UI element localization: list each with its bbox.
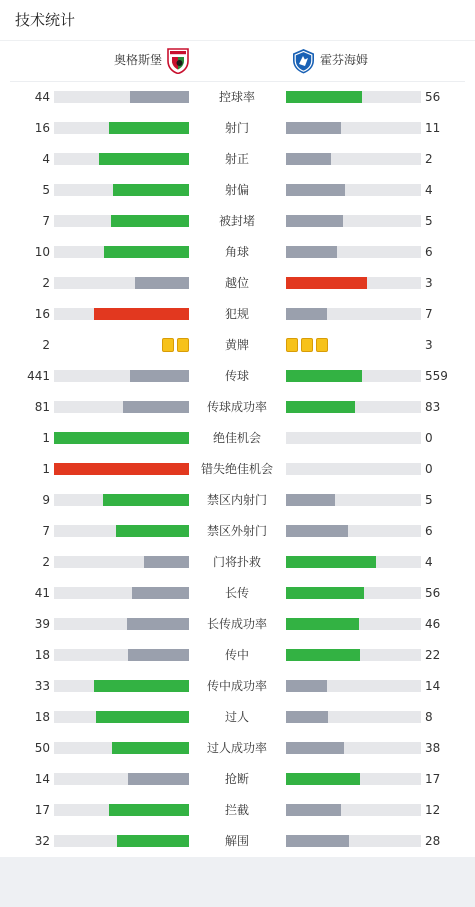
home-bar-track bbox=[54, 773, 189, 785]
home-bar-track bbox=[54, 153, 189, 165]
home-value: 1 bbox=[42, 462, 50, 476]
home-bar-fill bbox=[132, 587, 189, 599]
stat-row-dribble_success bbox=[0, 733, 475, 764]
away-bar-fill bbox=[286, 556, 376, 568]
away-value: 56 bbox=[425, 90, 441, 104]
stat-label: 解围 bbox=[224, 834, 249, 848]
home-value: 18 bbox=[34, 648, 50, 662]
stat-label: 拦截 bbox=[224, 803, 249, 817]
stat-label: 长传 bbox=[224, 586, 249, 600]
away-bar-fill bbox=[286, 494, 335, 506]
home-bar-track bbox=[54, 618, 189, 630]
home-bar-track bbox=[54, 246, 189, 258]
home-value: 7 bbox=[42, 214, 50, 228]
stat-row-shots_on_target bbox=[0, 144, 475, 175]
home-bar-track bbox=[54, 649, 189, 661]
away-bar-fill bbox=[286, 525, 348, 537]
home-bar-fill bbox=[54, 432, 189, 444]
stat-label: 传中成功率 bbox=[206, 679, 267, 693]
home-bar-fill bbox=[116, 525, 189, 537]
home-value: 16 bbox=[34, 307, 50, 321]
away-value: 0 bbox=[425, 462, 433, 476]
away-bar-track bbox=[286, 122, 421, 134]
away-bar-fill bbox=[286, 401, 355, 413]
stat-label: 越位 bbox=[224, 276, 249, 290]
away-bar-fill bbox=[286, 277, 367, 289]
away-value: 83 bbox=[425, 400, 441, 414]
yellow-card-icon bbox=[162, 338, 174, 352]
stat-row-saves bbox=[0, 547, 475, 578]
away-bar-fill bbox=[286, 680, 327, 692]
away-value: 5 bbox=[425, 214, 433, 228]
stat-row-possession bbox=[0, 82, 475, 113]
stat-row-big_chances bbox=[0, 423, 475, 454]
away-bar-track bbox=[286, 184, 421, 196]
stat-row-yellow_cards bbox=[0, 330, 475, 361]
away-value: 8 bbox=[425, 710, 433, 724]
away-bar-fill bbox=[286, 153, 331, 165]
home-value: 10 bbox=[34, 245, 50, 259]
home-yellow-cards bbox=[162, 338, 189, 352]
home-bar-fill bbox=[128, 773, 189, 785]
away-value: 3 bbox=[425, 276, 433, 290]
away-bar-fill bbox=[286, 122, 341, 134]
title-divider bbox=[0, 40, 475, 41]
stat-row-interceptions bbox=[0, 795, 475, 826]
away-value: 559 bbox=[425, 369, 448, 383]
stat-label: 射门 bbox=[224, 121, 249, 135]
away-bar-track bbox=[286, 432, 421, 444]
away-bar-fill bbox=[286, 215, 343, 227]
home-bar-fill bbox=[104, 246, 189, 258]
home-bar-fill bbox=[127, 618, 189, 630]
stat-label: 过人成功率 bbox=[206, 741, 267, 755]
stat-row-tackles bbox=[0, 764, 475, 795]
away-bar-track bbox=[286, 215, 421, 227]
home-value: 41 bbox=[34, 586, 50, 600]
away-value: 46 bbox=[425, 617, 441, 631]
home-bar-fill bbox=[99, 153, 189, 165]
away-bar-track bbox=[286, 277, 421, 289]
stat-label: 传球 bbox=[224, 369, 249, 383]
away-bar-track bbox=[286, 618, 421, 630]
away-value: 6 bbox=[425, 524, 433, 538]
home-bar-track bbox=[54, 277, 189, 289]
away-bar-track bbox=[286, 649, 421, 661]
home-bar-fill bbox=[130, 91, 189, 103]
home-bar-track bbox=[54, 215, 189, 227]
away-bar-track bbox=[286, 587, 421, 599]
home-value: 16 bbox=[34, 121, 50, 135]
home-bar-fill bbox=[135, 277, 189, 289]
stat-label: 绝佳机会 bbox=[212, 431, 261, 445]
home-value: 14 bbox=[34, 772, 50, 786]
home-bar-track bbox=[54, 122, 189, 134]
away-bar-fill bbox=[286, 91, 362, 103]
home-value: 5 bbox=[42, 183, 50, 197]
yellow-card-icon bbox=[177, 338, 189, 352]
stat-row-crosses bbox=[0, 640, 475, 671]
home-bar-track bbox=[54, 432, 189, 444]
home-value: 9 bbox=[42, 493, 50, 507]
away-value: 56 bbox=[425, 586, 441, 600]
home-bar-fill bbox=[128, 649, 189, 661]
home-bar-fill bbox=[113, 184, 189, 196]
away-bar-fill bbox=[286, 246, 337, 258]
home-bar-track bbox=[54, 463, 189, 475]
home-bar-fill bbox=[117, 835, 189, 847]
away-value: 4 bbox=[425, 183, 433, 197]
away-yellow-cards bbox=[286, 338, 328, 352]
home-bar-fill bbox=[123, 401, 189, 413]
stat-row-long_balls bbox=[0, 578, 475, 609]
away-value: 22 bbox=[425, 648, 441, 662]
stat-label: 门将扑救 bbox=[212, 555, 261, 569]
stat-label: 被封堵 bbox=[218, 214, 255, 228]
stat-row-corners bbox=[0, 237, 475, 268]
stat-label: 射偏 bbox=[224, 183, 249, 197]
away-bar-fill bbox=[286, 711, 328, 723]
away-bar-track bbox=[286, 680, 421, 692]
away-value: 14 bbox=[425, 679, 441, 693]
home-bar-fill bbox=[94, 680, 189, 692]
away-bar-track bbox=[286, 91, 421, 103]
away-bar-track bbox=[286, 463, 421, 475]
away-value: 5 bbox=[425, 493, 433, 507]
stat-label: 传中 bbox=[224, 648, 249, 662]
home-value: 2 bbox=[42, 276, 50, 290]
away-value: 12 bbox=[425, 803, 441, 817]
home-value: 4 bbox=[42, 152, 50, 166]
away-bar-fill bbox=[286, 835, 349, 847]
away-bar-fill bbox=[286, 184, 345, 196]
stat-row-shots_outside_box bbox=[0, 516, 475, 547]
home-bar-track bbox=[54, 680, 189, 692]
home-value: 44 bbox=[34, 90, 50, 104]
away-bar-fill bbox=[286, 742, 344, 754]
stat-label: 射正 bbox=[224, 152, 249, 166]
home-bar-fill bbox=[144, 556, 189, 568]
stat-label: 控球率 bbox=[218, 90, 255, 104]
stat-row-passes bbox=[0, 361, 475, 392]
away-bar-fill bbox=[286, 618, 359, 630]
home-bar-track bbox=[54, 804, 189, 816]
home-bar-track bbox=[54, 742, 189, 754]
away-bar-track bbox=[286, 525, 421, 537]
stat-label: 过人 bbox=[224, 710, 249, 724]
home-bar-track bbox=[54, 91, 189, 103]
home-value: 17 bbox=[34, 803, 50, 817]
away-value: 11 bbox=[425, 121, 441, 135]
away-bar-track bbox=[286, 494, 421, 506]
away-bar-track bbox=[286, 370, 421, 382]
home-value: 441 bbox=[27, 369, 50, 383]
stat-row-shots_inside_box bbox=[0, 485, 475, 516]
section-title: 技术统计 bbox=[15, 11, 76, 29]
home-value: 32 bbox=[34, 834, 50, 848]
away-bar-track bbox=[286, 742, 421, 754]
home-value: 39 bbox=[34, 617, 50, 631]
home-bar-track bbox=[54, 711, 189, 723]
away-team-name: 霍芬海姆 bbox=[320, 53, 369, 67]
stat-label: 犯规 bbox=[224, 307, 249, 321]
home-bar-track bbox=[54, 835, 189, 847]
stat-row-pass_accuracy bbox=[0, 392, 475, 423]
home-bar-fill bbox=[109, 804, 189, 816]
stat-row-clearances bbox=[0, 826, 475, 857]
stat-row-offsides bbox=[0, 268, 475, 299]
stat-row-fouls bbox=[0, 299, 475, 330]
stat-row-cross_accuracy bbox=[0, 671, 475, 702]
yellow-card-icon bbox=[301, 338, 313, 352]
away-value: 28 bbox=[425, 834, 441, 848]
away-value: 2 bbox=[425, 152, 433, 166]
stat-label: 传球成功率 bbox=[206, 400, 267, 414]
home-value: 2 bbox=[42, 555, 50, 569]
home-bar-fill bbox=[54, 463, 189, 475]
home-bar-fill bbox=[111, 215, 189, 227]
home-bar-fill bbox=[94, 308, 189, 320]
home-bar-track bbox=[54, 370, 189, 382]
home-bar-track bbox=[54, 525, 189, 537]
away-bar-track bbox=[286, 401, 421, 413]
stat-label: 禁区外射门 bbox=[206, 524, 267, 538]
stat-label: 抢断 bbox=[224, 772, 249, 786]
stat-row-long_ball_accuracy bbox=[0, 609, 475, 640]
stat-row-dribbles bbox=[0, 702, 475, 733]
home-value: 7 bbox=[42, 524, 50, 538]
home-bar-fill bbox=[109, 122, 189, 134]
home-bar-track bbox=[54, 401, 189, 413]
stat-row-big_chances_missed bbox=[0, 454, 475, 485]
home-value: 81 bbox=[34, 400, 50, 414]
stat-row-blocked_shots bbox=[0, 206, 475, 237]
away-bar-track bbox=[286, 773, 421, 785]
away-bar-fill bbox=[286, 308, 327, 320]
yellow-card-icon bbox=[316, 338, 328, 352]
away-value: 38 bbox=[425, 741, 441, 755]
away-bar-track bbox=[286, 308, 421, 320]
home-bar-track bbox=[54, 556, 189, 568]
away-value: 0 bbox=[425, 431, 433, 445]
stat-label: 角球 bbox=[224, 245, 249, 259]
yellow-card-icon bbox=[286, 338, 298, 352]
home-bar-track bbox=[54, 308, 189, 320]
home-bar-track bbox=[54, 494, 189, 506]
away-bar-fill bbox=[286, 587, 364, 599]
home-bar-track bbox=[54, 587, 189, 599]
away-bar-track bbox=[286, 711, 421, 723]
away-bar-track bbox=[286, 153, 421, 165]
home-bar-fill bbox=[103, 494, 189, 506]
home-value: 1 bbox=[42, 431, 50, 445]
home-value: 2 bbox=[42, 338, 50, 352]
home-bar-fill bbox=[96, 711, 189, 723]
away-value: 4 bbox=[425, 555, 433, 569]
home-team-name: 奥格斯堡 bbox=[113, 53, 162, 67]
away-value: 7 bbox=[425, 307, 433, 321]
away-bar-fill bbox=[286, 370, 362, 382]
away-bar-fill bbox=[286, 804, 341, 816]
stat-label: 禁区内射门 bbox=[206, 493, 267, 507]
stat-label: 黄牌 bbox=[224, 338, 249, 352]
tsg-crest-icon bbox=[292, 48, 315, 74]
away-bar-fill bbox=[286, 773, 360, 785]
away-value: 3 bbox=[425, 338, 433, 352]
away-bar-track bbox=[286, 246, 421, 258]
stat-row-shots_off_target bbox=[0, 175, 475, 206]
away-bar-track bbox=[286, 804, 421, 816]
home-bar-track bbox=[54, 184, 189, 196]
stat-label: 错失绝佳机会 bbox=[200, 462, 273, 476]
stat-label: 长传成功率 bbox=[206, 617, 267, 631]
stat-row-shots bbox=[0, 113, 475, 144]
home-value: 33 bbox=[34, 679, 50, 693]
home-value: 50 bbox=[34, 741, 50, 755]
away-value: 17 bbox=[425, 772, 441, 786]
away-bar-track bbox=[286, 556, 421, 568]
away-bar-track bbox=[286, 835, 421, 847]
home-value: 18 bbox=[34, 710, 50, 724]
home-bar-fill bbox=[130, 370, 189, 382]
away-bar-fill bbox=[286, 649, 360, 661]
away-value: 6 bbox=[425, 245, 433, 259]
home-bar-fill bbox=[112, 742, 189, 754]
fca-crest-icon bbox=[167, 48, 189, 74]
